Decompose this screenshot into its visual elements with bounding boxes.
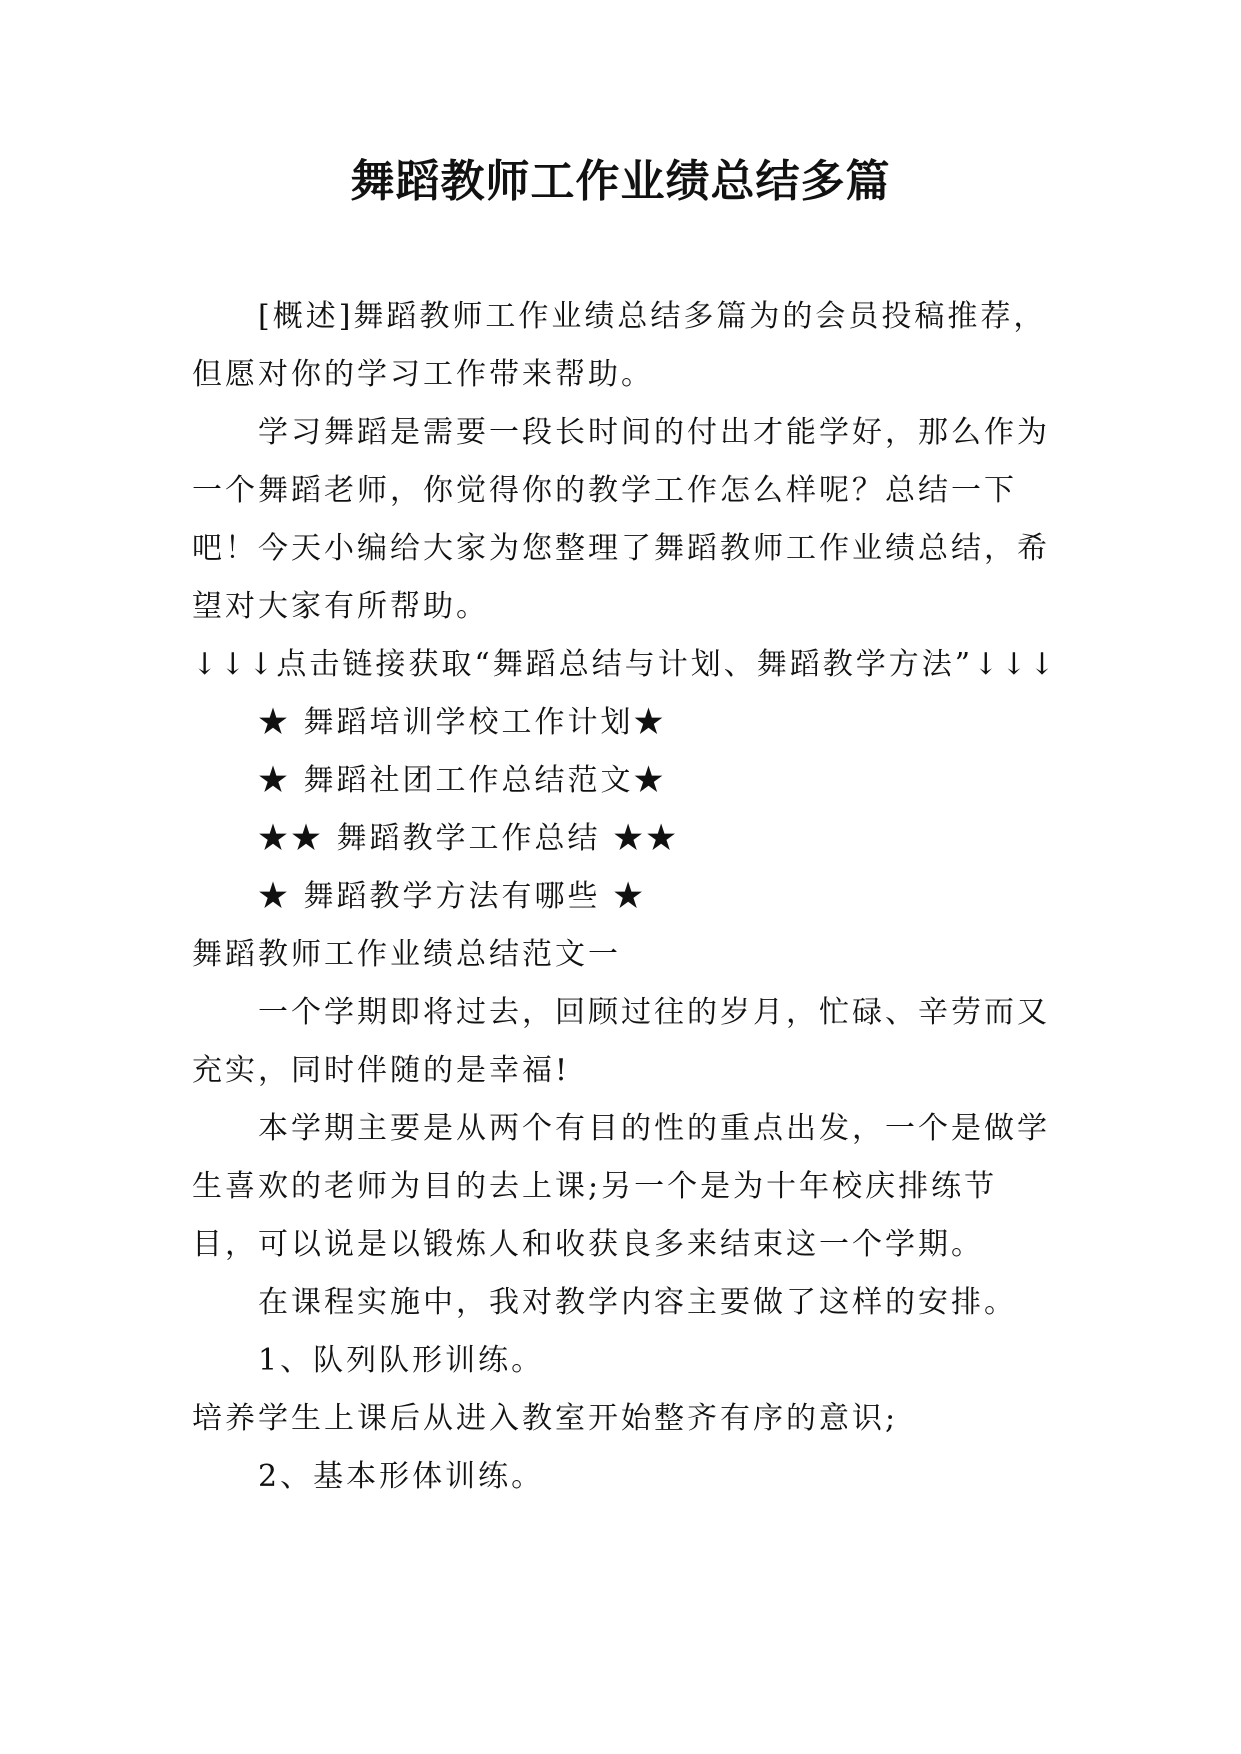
list-item-2: 2、基本形体训练。 <box>258 1459 545 1494</box>
star-link-club-summary[interactable]: ★ 舞蹈社团工作总结范文★ <box>258 763 667 798</box>
document-title: 舞蹈教师工作业绩总结多篇 <box>350 156 891 207</box>
star-link-teaching-summary[interactable]: ★★ 舞蹈教学工作总结 ★★ <box>258 821 680 856</box>
body-paragraph-2: 本学期主要是从两个有目的性的重点出发，一个是做学生喜欢的老师为目的去上课;另一个是为十年校庆排练节目，可以说是以锻炼人和收获良多来结束这一个学期。 <box>192 1111 1050 1262</box>
body-paragraph-1: 一个学期即将过去，回顾过往的岁月，忙碌、辛劳而又充实，同时伴随的是幸福! <box>192 995 1050 1088</box>
star-link-training-plan[interactable]: ★ 舞蹈培训学校工作计划★ <box>258 705 667 740</box>
body-paragraph-3: 在课程实施中，我对教学内容主要做了这样的安排。 <box>258 1285 1017 1320</box>
link-line[interactable]: ↓↓↓点击链接获取“舞蹈总结与计划、舞蹈教学方法”↓↓↓ <box>192 647 1058 682</box>
section-heading: 舞蹈教师工作业绩总结范文一 <box>192 937 621 972</box>
star-link-teaching-methods[interactable]: ★ 舞蹈教学方法有哪些 ★ <box>258 879 647 914</box>
list-item-1: 1、队列队形训练。 <box>258 1343 545 1378</box>
summary-paragraph: [概述]舞蹈教师工作业绩总结多篇为的会员投稿推荐，但愿对你的学习工作带来帮助。 <box>192 299 1047 392</box>
list-item-1-detail: 培养学生上课后从进入教室开始整齐有序的意识; <box>192 1401 899 1436</box>
intro-paragraph: 学习舞蹈是需要一段长时间的付出才能学好，那么作为一个舞蹈老师，你觉得你的教学工作怎么样呢？总结一下吧！今天小编给大家为您整理了舞蹈教师工作业绩总结，希望对大家有所帮助。 <box>192 415 1050 624</box>
document-body <box>192 288 1062 1506</box>
